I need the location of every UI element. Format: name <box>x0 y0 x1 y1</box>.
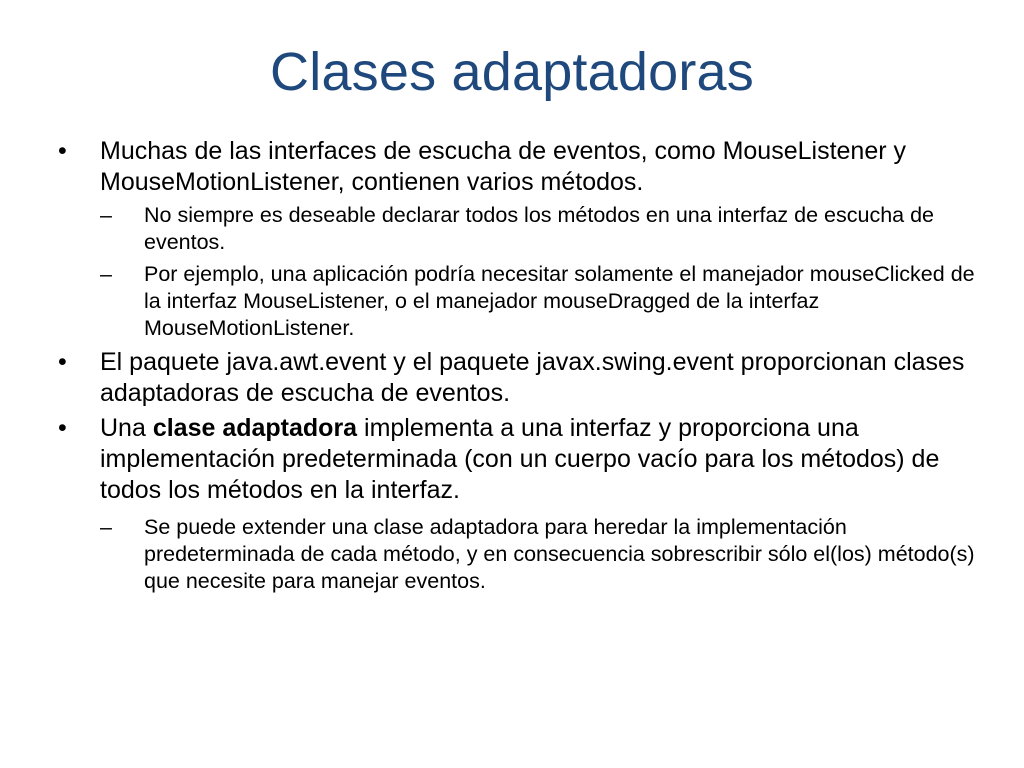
dash-marker: – <box>100 515 112 539</box>
bullet-item-3 <box>58 413 978 506</box>
bullet-item-2 <box>58 347 978 409</box>
dash-marker: – <box>100 262 112 286</box>
sub-bullet-item-2 <box>100 261 978 342</box>
bullet-marker: • <box>58 348 67 376</box>
bullet-text <box>100 414 939 504</box>
bullet-marker: • <box>58 414 67 442</box>
bullet-item-1 <box>58 136 978 198</box>
bullet-marker: • <box>58 137 67 165</box>
bullet-text: Muchas de las interfaces de escucha de eventos, como MouseListener y MouseMotionListener, contienen varios métodos. <box>100 137 906 196</box>
sub-bullet-item-1 <box>100 202 978 256</box>
dash-marker: – <box>100 203 112 227</box>
bullet-text-prefix: Una <box>100 414 153 442</box>
sub-bullet-text: No siempre es deseable declarar todos los métodos en una interfaz de escucha de eventos. <box>144 203 934 254</box>
bullet-text: El paquete java.awt.event y el paquete javax.swing.event proporcionan clases adaptadoras de escucha de eventos. <box>100 348 965 407</box>
slide-title: Clases adaptadoras <box>270 42 754 102</box>
bullet-text-suffix: implementa a una interfaz y proporciona una implementación predeterminada (con un cuerpo vacío para los métodos) de todos los métodos en la interfaz. <box>100 414 940 504</box>
sub-bullet-item-3 <box>100 514 978 595</box>
sub-bullet-text: Por ejemplo, una aplicación podría necesitar solamente el manejador mouseClicked de la interfaz MouseListener, o el manejador mouseDragged de la interfaz MouseMotionListener. <box>144 262 975 340</box>
slide-body <box>58 136 978 600</box>
bullet-text-bold: clase adaptadora <box>152 414 358 442</box>
sub-bullet-text: Se puede extender una clase adaptadora para heredar la implementación predeterminada de cada método, y en consecuencia sobrescribir sólo el(los) método(s) que necesite para manejar eventos. <box>144 515 975 593</box>
